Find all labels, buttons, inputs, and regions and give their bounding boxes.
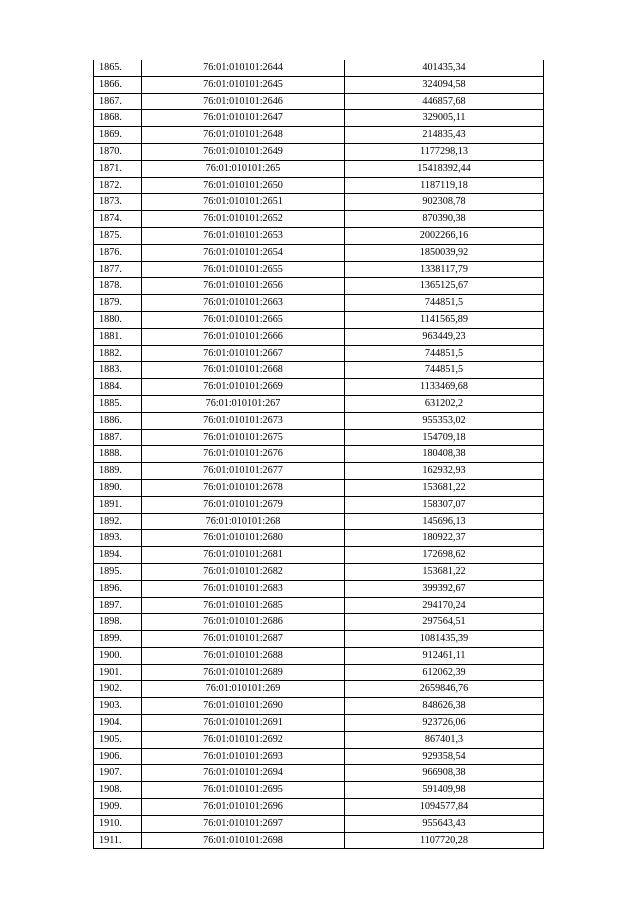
cadastral-number-cell: 76:01:010101:2695 — [142, 782, 345, 799]
cadastral-number-cell: 76:01:010101:269 — [142, 681, 345, 698]
row-number-cell: 1871. — [94, 160, 142, 177]
table-row — [94, 614, 544, 631]
table-row — [94, 110, 544, 127]
table-row — [94, 765, 544, 782]
row-number-cell: 1908. — [94, 782, 142, 799]
value-cell: 867401,3 — [345, 731, 544, 748]
table-row — [94, 580, 544, 597]
cadastral-number-cell: 76:01:010101:2645 — [142, 76, 345, 93]
row-number-cell: 1872. — [94, 177, 142, 194]
value-cell: 153681,22 — [345, 479, 544, 496]
value-cell: 2659846,76 — [345, 681, 544, 698]
table-row — [94, 748, 544, 765]
value-cell: 2002266,16 — [345, 227, 544, 244]
cadastral-number-cell: 76:01:010101:2673 — [142, 412, 345, 429]
table-row — [94, 681, 544, 698]
table-row — [94, 328, 544, 345]
cadastral-number-cell: 76:01:010101:2683 — [142, 580, 345, 597]
row-number-cell: 1875. — [94, 227, 142, 244]
table-row — [94, 446, 544, 463]
cadastral-number-cell: 76:01:010101:2680 — [142, 530, 345, 547]
table-row — [94, 631, 544, 648]
value-cell: 324094,58 — [345, 76, 544, 93]
value-cell: 1107720,28 — [345, 832, 544, 849]
value-cell: 180408,38 — [345, 446, 544, 463]
value-cell: 145696,13 — [345, 513, 544, 530]
value-cell: 399392,67 — [345, 580, 544, 597]
table-row — [94, 278, 544, 295]
value-cell: 1177298,13 — [345, 143, 544, 160]
row-number-cell: 1884. — [94, 379, 142, 396]
cadastral-number-cell: 76:01:010101:2654 — [142, 244, 345, 261]
table-row — [94, 194, 544, 211]
value-cell: 1850039,92 — [345, 244, 544, 261]
row-number-cell: 1885. — [94, 395, 142, 412]
row-number-cell: 1901. — [94, 664, 142, 681]
table-row — [94, 311, 544, 328]
table-row — [94, 227, 544, 244]
cadastral-number-cell: 76:01:010101:2663 — [142, 295, 345, 312]
value-cell: 1187119,18 — [345, 177, 544, 194]
row-number-cell: 1910. — [94, 815, 142, 832]
value-cell: 172698,62 — [345, 547, 544, 564]
row-number-cell: 1906. — [94, 748, 142, 765]
table-row — [94, 782, 544, 799]
table-row — [94, 177, 544, 194]
value-cell: 612062,39 — [345, 664, 544, 681]
cadastral-number-cell: 76:01:010101:2685 — [142, 597, 345, 614]
row-number-cell: 1874. — [94, 211, 142, 228]
value-cell: 870390,38 — [345, 211, 544, 228]
cadastral-value-table — [93, 60, 544, 849]
row-number-cell: 1896. — [94, 580, 142, 597]
table-row — [94, 815, 544, 832]
row-number-cell: 1876. — [94, 244, 142, 261]
value-cell: 744851,5 — [345, 362, 544, 379]
table-row — [94, 143, 544, 160]
row-number-cell: 1903. — [94, 698, 142, 715]
table-row — [94, 715, 544, 732]
table-row — [94, 261, 544, 278]
cadastral-number-cell: 76:01:010101:2649 — [142, 143, 345, 160]
table-row — [94, 513, 544, 530]
table-row — [94, 664, 544, 681]
value-cell: 744851,5 — [345, 345, 544, 362]
table-row — [94, 647, 544, 664]
cadastral-number-cell: 76:01:010101:2698 — [142, 832, 345, 849]
cadastral-number-cell: 76:01:010101:2689 — [142, 664, 345, 681]
value-cell: 329005,11 — [345, 110, 544, 127]
value-cell: 297564,51 — [345, 614, 544, 631]
row-number-cell: 1900. — [94, 647, 142, 664]
row-number-cell: 1883. — [94, 362, 142, 379]
row-number-cell: 1893. — [94, 530, 142, 547]
row-number-cell: 1887. — [94, 429, 142, 446]
cadastral-number-cell: 76:01:010101:2678 — [142, 479, 345, 496]
value-cell: 1338117,79 — [345, 261, 544, 278]
table-row — [94, 211, 544, 228]
row-number-cell: 1882. — [94, 345, 142, 362]
table-row — [94, 698, 544, 715]
cadastral-number-cell: 76:01:010101:2676 — [142, 446, 345, 463]
table-row — [94, 799, 544, 816]
cadastral-number-cell: 76:01:010101:2667 — [142, 345, 345, 362]
value-cell: 294170,24 — [345, 597, 544, 614]
cadastral-number-cell: 76:01:010101:2688 — [142, 647, 345, 664]
cadastral-number-cell: 76:01:010101:2653 — [142, 227, 345, 244]
row-number-cell: 1873. — [94, 194, 142, 211]
row-number-cell: 1890. — [94, 479, 142, 496]
row-number-cell: 1892. — [94, 513, 142, 530]
cadastral-number-cell: 76:01:010101:2687 — [142, 631, 345, 648]
row-number-cell: 1869. — [94, 127, 142, 144]
table-row — [94, 731, 544, 748]
value-cell: 966908,38 — [345, 765, 544, 782]
cadastral-number-cell: 76:01:010101:2693 — [142, 748, 345, 765]
table-row — [94, 597, 544, 614]
value-cell: 1081435,39 — [345, 631, 544, 648]
value-cell: 912461,11 — [345, 647, 544, 664]
row-number-cell: 1879. — [94, 295, 142, 312]
value-cell: 744851,5 — [345, 295, 544, 312]
value-cell: 923726,06 — [345, 715, 544, 732]
row-number-cell: 1880. — [94, 311, 142, 328]
table-row — [94, 547, 544, 564]
table-row — [94, 93, 544, 110]
cadastral-number-cell: 76:01:010101:2691 — [142, 715, 345, 732]
cadastral-number-cell: 76:01:010101:2682 — [142, 563, 345, 580]
cadastral-number-cell: 76:01:010101:2644 — [142, 60, 345, 76]
row-number-cell: 1886. — [94, 412, 142, 429]
value-cell: 15418392,44 — [345, 160, 544, 177]
row-number-cell: 1909. — [94, 799, 142, 816]
cadastral-number-cell: 76:01:010101:2692 — [142, 731, 345, 748]
value-cell: 158307,07 — [345, 496, 544, 513]
cadastral-number-cell: 76:01:010101:268 — [142, 513, 345, 530]
value-cell: 902308,78 — [345, 194, 544, 211]
cadastral-number-cell: 76:01:010101:2652 — [142, 211, 345, 228]
cadastral-number-cell: 76:01:010101:2668 — [142, 362, 345, 379]
table-row — [94, 463, 544, 480]
row-number-cell: 1891. — [94, 496, 142, 513]
cadastral-number-cell: 76:01:010101:2647 — [142, 110, 345, 127]
value-cell: 446857,68 — [345, 93, 544, 110]
cadastral-number-cell: 76:01:010101:2697 — [142, 815, 345, 832]
row-number-cell: 1904. — [94, 715, 142, 732]
value-cell: 1094577,84 — [345, 799, 544, 816]
cadastral-number-cell: 76:01:010101:2666 — [142, 328, 345, 345]
row-number-cell: 1878. — [94, 278, 142, 295]
row-number-cell: 1868. — [94, 110, 142, 127]
table-row — [94, 429, 544, 446]
cadastral-number-cell: 76:01:010101:267 — [142, 395, 345, 412]
value-cell: 214835,43 — [345, 127, 544, 144]
table-row — [94, 395, 544, 412]
table-row — [94, 127, 544, 144]
table-row — [94, 479, 544, 496]
value-cell: 1133469,68 — [345, 379, 544, 396]
table-body — [94, 60, 544, 849]
row-number-cell: 1894. — [94, 547, 142, 564]
table-row — [94, 60, 544, 76]
row-number-cell: 1911. — [94, 832, 142, 849]
table-row — [94, 160, 544, 177]
row-number-cell: 1907. — [94, 765, 142, 782]
row-number-cell: 1866. — [94, 76, 142, 93]
cadastral-number-cell: 76:01:010101:2656 — [142, 278, 345, 295]
value-cell: 154709,18 — [345, 429, 544, 446]
value-cell: 929358,54 — [345, 748, 544, 765]
row-number-cell: 1877. — [94, 261, 142, 278]
row-number-cell: 1870. — [94, 143, 142, 160]
cadastral-number-cell: 76:01:010101:2669 — [142, 379, 345, 396]
cadastral-number-cell: 76:01:010101:2665 — [142, 311, 345, 328]
row-number-cell: 1899. — [94, 631, 142, 648]
value-cell: 955643,43 — [345, 815, 544, 832]
cadastral-number-cell: 76:01:010101:2651 — [142, 194, 345, 211]
table-row — [94, 379, 544, 396]
value-cell: 153681,22 — [345, 563, 544, 580]
cadastral-number-cell: 76:01:010101:2655 — [142, 261, 345, 278]
value-cell: 848626,38 — [345, 698, 544, 715]
value-cell: 1365125,67 — [345, 278, 544, 295]
table-row — [94, 345, 544, 362]
value-cell: 1141565,89 — [345, 311, 544, 328]
row-number-cell: 1905. — [94, 731, 142, 748]
table-row — [94, 244, 544, 261]
cadastral-number-cell: 76:01:010101:2648 — [142, 127, 345, 144]
value-cell: 631202,2 — [345, 395, 544, 412]
cadastral-number-cell: 76:01:010101:2690 — [142, 698, 345, 715]
table-row — [94, 832, 544, 849]
value-cell: 180922,37 — [345, 530, 544, 547]
value-cell: 955353,02 — [345, 412, 544, 429]
value-cell: 162932,93 — [345, 463, 544, 480]
table-row — [94, 412, 544, 429]
table-row — [94, 563, 544, 580]
cadastral-number-cell: 76:01:010101:265 — [142, 160, 345, 177]
row-number-cell: 1895. — [94, 563, 142, 580]
value-cell: 963449,23 — [345, 328, 544, 345]
cadastral-number-cell: 76:01:010101:2681 — [142, 547, 345, 564]
cadastral-number-cell: 76:01:010101:2650 — [142, 177, 345, 194]
cadastral-number-cell: 76:01:010101:2696 — [142, 799, 345, 816]
cadastral-number-cell: 76:01:010101:2677 — [142, 463, 345, 480]
cadastral-number-cell: 76:01:010101:2679 — [142, 496, 345, 513]
table-row — [94, 362, 544, 379]
table-row — [94, 496, 544, 513]
row-number-cell: 1867. — [94, 93, 142, 110]
cadastral-table-container — [93, 60, 543, 849]
row-number-cell: 1902. — [94, 681, 142, 698]
row-number-cell: 1881. — [94, 328, 142, 345]
cadastral-number-cell: 76:01:010101:2686 — [142, 614, 345, 631]
table-row — [94, 295, 544, 312]
row-number-cell: 1897. — [94, 597, 142, 614]
cadastral-number-cell: 76:01:010101:2694 — [142, 765, 345, 782]
cadastral-number-cell: 76:01:010101:2646 — [142, 93, 345, 110]
row-number-cell: 1898. — [94, 614, 142, 631]
row-number-cell: 1865. — [94, 60, 142, 76]
value-cell: 591409,98 — [345, 782, 544, 799]
row-number-cell: 1889. — [94, 463, 142, 480]
table-row — [94, 530, 544, 547]
table-row — [94, 76, 544, 93]
value-cell: 401435,34 — [345, 60, 544, 76]
cadastral-number-cell: 76:01:010101:2675 — [142, 429, 345, 446]
row-number-cell: 1888. — [94, 446, 142, 463]
